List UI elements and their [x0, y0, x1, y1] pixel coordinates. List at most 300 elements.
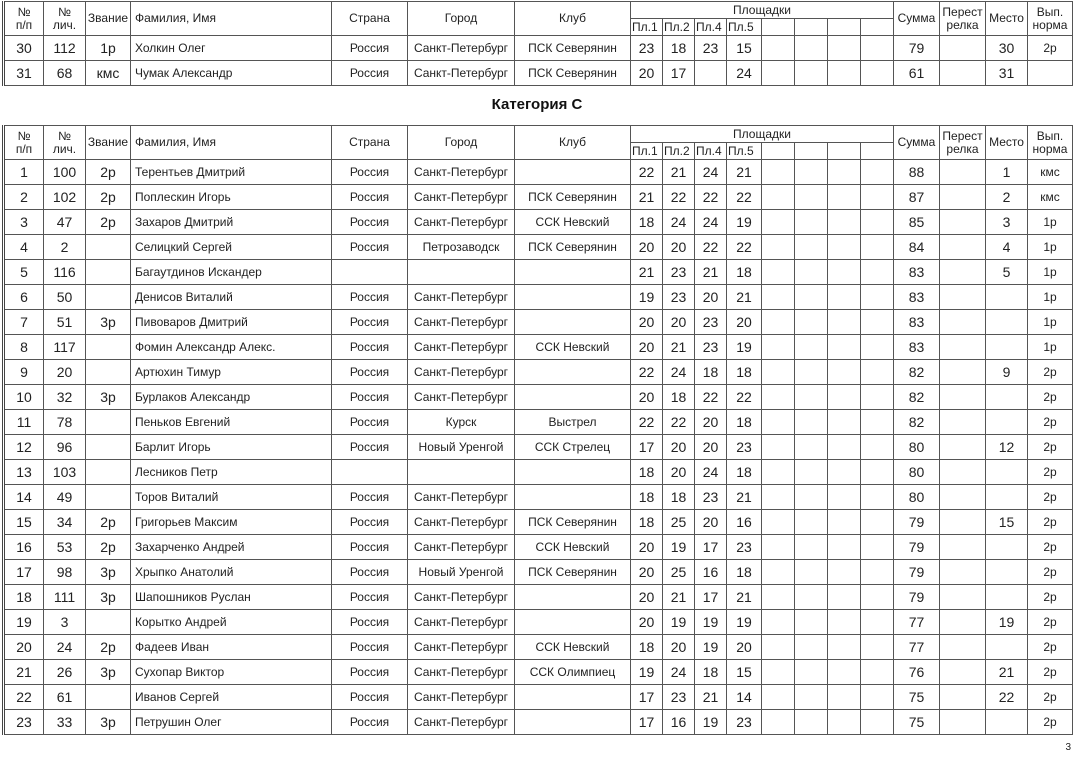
col-header-license: [44, 2, 86, 36]
cell-platform-score: [795, 335, 828, 360]
cell-platform-score: [861, 685, 894, 710]
cell-platform-score: 17: [695, 585, 727, 610]
cell-license: 116: [44, 260, 86, 285]
table-row: [4, 335, 1073, 360]
cell-platform-score: 17: [663, 61, 695, 86]
cell-club: ПСК Северянин: [515, 235, 631, 260]
cell-platform-score: [762, 61, 795, 86]
cell-platform-score: 15: [727, 660, 762, 685]
table-row: [4, 560, 1073, 585]
cell-platform-score: [795, 385, 828, 410]
cell-num: 16: [4, 535, 44, 560]
cell-platform-score: [762, 285, 795, 310]
cell-platform-score: 20: [663, 310, 695, 335]
cell-platform-score: 19: [695, 635, 727, 660]
cell-city: Санкт-Петербург: [408, 710, 515, 735]
cell-platform-score: 19: [727, 335, 762, 360]
cell-country: [332, 260, 408, 285]
cell-city: Санкт-Петербург: [408, 310, 515, 335]
cell-license: 111: [44, 585, 86, 610]
cell-city: Санкт-Петербург: [408, 61, 515, 86]
col-header-platform: Пл.2: [663, 143, 695, 160]
cell-platform-score: [762, 410, 795, 435]
cell-platform-score: 18: [695, 660, 727, 685]
cell-platform-score: [828, 560, 861, 585]
cell-club: [515, 710, 631, 735]
cell-platform-score: 20: [631, 61, 663, 86]
cell-platform-score: [762, 235, 795, 260]
cell-platform-score: 20: [631, 535, 663, 560]
cell-club: ПСК Северянин: [515, 36, 631, 61]
cell-sum: 79: [894, 36, 940, 61]
table-row: [4, 210, 1073, 235]
cell-shootoff: [940, 360, 986, 385]
cell-platform-score: 21: [663, 585, 695, 610]
cell-num: 22: [4, 685, 44, 710]
cell-platform-score: 22: [727, 235, 762, 260]
cell-norm: 2р: [1028, 36, 1073, 61]
cell-platform-score: [861, 535, 894, 560]
cell-city: Санкт-Петербург: [408, 160, 515, 185]
col-header-platform: [795, 143, 828, 160]
cell-rank: 3р: [86, 585, 131, 610]
cell-platform-score: 22: [663, 185, 695, 210]
col-header-norm-line1: Вып.: [1036, 4, 1064, 19]
table-row: [4, 310, 1073, 335]
cell-sum: 61: [894, 61, 940, 86]
cell-place: [986, 310, 1028, 335]
cell-name: Холкин Олег: [131, 36, 332, 61]
col-header-norm-line1: Вып.: [1036, 128, 1064, 143]
table-row: [4, 485, 1073, 510]
col-header-num-line1: №: [17, 4, 31, 19]
cell-num: 17: [4, 560, 44, 585]
cell-platform-score: 23: [695, 310, 727, 335]
cell-norm: 1р: [1028, 285, 1073, 310]
cell-norm: 2р: [1028, 610, 1073, 635]
cell-country: Россия: [332, 210, 408, 235]
cell-club: [515, 285, 631, 310]
cell-platform-score: 23: [631, 36, 663, 61]
header-row: [4, 126, 1073, 143]
cell-platform-score: [861, 485, 894, 510]
cell-name: Корытко Андрей: [131, 610, 332, 635]
cell-rank: 2р: [86, 160, 131, 185]
cell-place: 15: [986, 510, 1028, 535]
cell-platform-score: [795, 535, 828, 560]
cell-club: [515, 160, 631, 185]
cell-name: Захаров Дмитрий: [131, 210, 332, 235]
cell-shootoff: [940, 460, 986, 485]
cell-platform-score: 21: [663, 335, 695, 360]
col-header-norm-line2: норма: [1032, 17, 1068, 32]
cell-place: 2: [986, 185, 1028, 210]
cell-place: 21: [986, 660, 1028, 685]
col-header-club: Клуб: [515, 2, 631, 36]
col-header-sum: Сумма: [894, 2, 940, 36]
cell-city: [408, 460, 515, 485]
cell-shootoff: [940, 285, 986, 310]
col-header-platform: Пл.2: [663, 19, 695, 36]
cell-platform-score: [762, 210, 795, 235]
cell-platform-score: [861, 710, 894, 735]
cell-platform-score: [828, 460, 861, 485]
cell-platform-score: [795, 660, 828, 685]
col-header-platform: Пл.1: [631, 19, 663, 36]
col-header-club: Клуб: [515, 126, 631, 160]
col-header-num-line2: п/п: [15, 17, 33, 32]
cell-sum: 88: [894, 160, 940, 185]
cell-platform-score: [861, 635, 894, 660]
cell-platform-score: 18: [663, 485, 695, 510]
cell-platform-score: 20: [631, 335, 663, 360]
cell-rank: 1р: [86, 36, 131, 61]
cell-num: 23: [4, 710, 44, 735]
cell-platform-score: [828, 610, 861, 635]
cell-num: 12: [4, 435, 44, 460]
cell-norm: 2р: [1028, 685, 1073, 710]
cell-license: 51: [44, 310, 86, 335]
cell-platform-score: [828, 660, 861, 685]
col-header-sum: Сумма: [894, 126, 940, 160]
cell-shootoff: [940, 260, 986, 285]
cell-name: Шапошников Руслан: [131, 585, 332, 610]
cell-platform-score: [861, 235, 894, 260]
cell-name: Поплескин Игорь: [131, 185, 332, 210]
cell-shootoff: [940, 485, 986, 510]
cell-platform-score: 20: [631, 385, 663, 410]
cell-shootoff: [940, 36, 986, 61]
cell-license: 32: [44, 385, 86, 410]
cell-place: [986, 485, 1028, 510]
cell-place: 31: [986, 61, 1028, 86]
cell-platform-score: 23: [663, 260, 695, 285]
cell-platform-score: 20: [631, 560, 663, 585]
cell-platform-score: [795, 61, 828, 86]
cell-shootoff: [940, 585, 986, 610]
cell-num: 7: [4, 310, 44, 335]
cell-platform-score: 25: [663, 510, 695, 535]
cell-platform-score: [861, 610, 894, 635]
cell-platform-score: 18: [727, 460, 762, 485]
cell-platform-score: 18: [631, 210, 663, 235]
cell-club: ССК Стрелец: [515, 435, 631, 460]
page-number: 3: [1065, 742, 1071, 753]
cell-num: 15: [4, 510, 44, 535]
cell-num: 5: [4, 260, 44, 285]
cell-platform-score: 18: [631, 485, 663, 510]
cell-country: Россия: [332, 61, 408, 86]
cell-platform-score: [762, 310, 795, 335]
cell-city: Санкт-Петербург: [408, 360, 515, 385]
cell-country: Россия: [332, 610, 408, 635]
cell-name: Хрыпко Анатолий: [131, 560, 332, 585]
cell-country: Россия: [332, 285, 408, 310]
cell-platform-score: 23: [695, 36, 727, 61]
cell-place: [986, 285, 1028, 310]
cell-platform-score: 17: [695, 535, 727, 560]
cell-platform-score: [762, 635, 795, 660]
col-header-platform: [795, 19, 828, 36]
cell-place: 30: [986, 36, 1028, 61]
cell-club: [515, 385, 631, 410]
cell-platform-score: [695, 61, 727, 86]
cell-norm: 2р: [1028, 485, 1073, 510]
col-header-num-line2: п/п: [15, 141, 33, 156]
table-row: [4, 435, 1073, 460]
cell-shootoff: [940, 410, 986, 435]
cell-license: 47: [44, 210, 86, 235]
cell-platform-score: 21: [631, 185, 663, 210]
cell-platform-score: 21: [727, 585, 762, 610]
cell-club: Выстрел: [515, 410, 631, 435]
cell-license: 50: [44, 285, 86, 310]
cell-platform-score: 16: [695, 560, 727, 585]
cell-platform-score: [762, 535, 795, 560]
cell-license: 53: [44, 535, 86, 560]
col-header-license: [44, 126, 86, 160]
cell-platform-score: [762, 360, 795, 385]
cell-country: Россия: [332, 560, 408, 585]
table-row: [4, 460, 1073, 485]
cell-platform-score: [795, 210, 828, 235]
cell-place: [986, 335, 1028, 360]
cell-place: 5: [986, 260, 1028, 285]
table-row: [4, 410, 1073, 435]
cell-rank: [86, 285, 131, 310]
cell-club: [515, 610, 631, 635]
col-header-shootoff: [940, 2, 986, 36]
cell-norm: 2р: [1028, 460, 1073, 485]
cell-sum: 84: [894, 235, 940, 260]
cell-country: Россия: [332, 335, 408, 360]
cell-platform-score: 24: [663, 660, 695, 685]
cell-platform-score: [762, 610, 795, 635]
cell-platform-score: [762, 585, 795, 610]
cell-shootoff: [940, 610, 986, 635]
cell-norm: 2р: [1028, 635, 1073, 660]
cell-platform-score: [828, 710, 861, 735]
cell-sum: 82: [894, 385, 940, 410]
cell-place: [986, 460, 1028, 485]
col-header-shootoff-line2: релка: [946, 17, 979, 32]
cell-shootoff: [940, 510, 986, 535]
cell-sum: 77: [894, 610, 940, 635]
col-header-shootoff: [940, 126, 986, 160]
cell-place: [986, 710, 1028, 735]
cell-country: Россия: [332, 535, 408, 560]
cell-rank: 3р: [86, 660, 131, 685]
cell-platform-score: [795, 710, 828, 735]
col-header-platform: [762, 19, 795, 36]
table-row: [4, 610, 1073, 635]
cell-license: 78: [44, 410, 86, 435]
cell-rank: [86, 610, 131, 635]
cell-name: Пеньков Евгений: [131, 410, 332, 435]
cell-sum: 75: [894, 685, 940, 710]
cell-country: Россия: [332, 360, 408, 385]
cell-shootoff: [940, 235, 986, 260]
cell-platform-score: [828, 235, 861, 260]
cell-num: 11: [4, 410, 44, 435]
cell-num: 6: [4, 285, 44, 310]
cell-license: 102: [44, 185, 86, 210]
header-row: [4, 2, 1073, 19]
cell-name: Артюхин Тимур: [131, 360, 332, 385]
cell-num: 2: [4, 185, 44, 210]
cell-platform-score: [795, 685, 828, 710]
cell-shootoff: [940, 685, 986, 710]
cell-club: [515, 360, 631, 385]
col-header-license-line1: №: [58, 4, 71, 19]
cell-platform-score: 21: [695, 685, 727, 710]
cell-platform-score: 17: [631, 435, 663, 460]
cell-license: 34: [44, 510, 86, 535]
cell-platform-score: 20: [663, 235, 695, 260]
cell-place: [986, 635, 1028, 660]
cell-platform-score: [795, 160, 828, 185]
cell-club: ПСК Северянин: [515, 560, 631, 585]
cell-platform-score: [828, 410, 861, 435]
cell-platform-score: 18: [631, 510, 663, 535]
cell-license: 49: [44, 485, 86, 510]
cell-sum: 76: [894, 660, 940, 685]
cell-place: 22: [986, 685, 1028, 710]
cell-platform-score: [795, 36, 828, 61]
col-header-rank: Звание: [86, 2, 131, 36]
table-row: [4, 185, 1073, 210]
cell-club: [515, 485, 631, 510]
col-header-num-line1: №: [17, 128, 31, 143]
cell-platform-score: [795, 410, 828, 435]
cell-platform-score: [861, 61, 894, 86]
cell-norm: 2р: [1028, 560, 1073, 585]
cell-norm: кмс: [1028, 185, 1073, 210]
cell-platform-score: 20: [695, 285, 727, 310]
cell-city: Санкт-Петербург: [408, 385, 515, 410]
cell-name: Денисов Виталий: [131, 285, 332, 310]
cell-platform-score: 21: [727, 160, 762, 185]
cell-platform-score: 20: [631, 585, 663, 610]
cell-num: 9: [4, 360, 44, 385]
col-header-license-line2: лич.: [52, 17, 77, 32]
cell-platform-score: 19: [727, 210, 762, 235]
cell-platform-score: [861, 460, 894, 485]
cell-platform-score: 19: [631, 660, 663, 685]
cell-platform-score: 18: [727, 560, 762, 585]
cell-platform-score: [828, 210, 861, 235]
cell-license: 61: [44, 685, 86, 710]
cell-city: Санкт-Петербург: [408, 685, 515, 710]
cell-rank: [86, 260, 131, 285]
cell-sum: 77: [894, 635, 940, 660]
table-row: [4, 385, 1073, 410]
cell-sum: 82: [894, 360, 940, 385]
col-header-shootoff-line1: Перест: [942, 4, 983, 19]
col-header-name: Фамилия, Имя: [131, 2, 332, 36]
cell-rank: [86, 685, 131, 710]
cell-platform-score: 21: [695, 260, 727, 285]
cell-platform-score: [762, 685, 795, 710]
cell-country: Россия: [332, 410, 408, 435]
cell-name: Пивоваров Дмитрий: [131, 310, 332, 335]
cell-platform-score: 20: [695, 510, 727, 535]
cell-name: Иванов Сергей: [131, 685, 332, 710]
cell-platform-score: [762, 260, 795, 285]
cell-name: Петрушин Олег: [131, 710, 332, 735]
cell-platform-score: 23: [695, 335, 727, 360]
cell-sum: 83: [894, 260, 940, 285]
col-header-license-line1: №: [58, 128, 71, 143]
cell-platform-score: [828, 335, 861, 360]
cell-norm: кмс: [1028, 160, 1073, 185]
cell-platform-score: 21: [631, 260, 663, 285]
cell-shootoff: [940, 435, 986, 460]
cell-platform-score: [861, 335, 894, 360]
table-row: [4, 510, 1073, 535]
cell-platform-score: 14: [727, 685, 762, 710]
cell-norm: 1р: [1028, 260, 1073, 285]
cell-platform-score: [762, 460, 795, 485]
cell-country: Россия: [332, 160, 408, 185]
table-row: [4, 235, 1073, 260]
cell-platform-score: 22: [695, 385, 727, 410]
cell-platform-score: [795, 585, 828, 610]
cell-country: [332, 460, 408, 485]
cell-country: Россия: [332, 510, 408, 535]
cell-platform-score: 21: [727, 285, 762, 310]
cell-sum: 83: [894, 310, 940, 335]
col-header-country: Страна: [332, 2, 408, 36]
cell-platform-score: 20: [727, 635, 762, 660]
cell-shootoff: [940, 535, 986, 560]
cell-platform-score: [828, 385, 861, 410]
cell-platform-score: [828, 485, 861, 510]
cell-rank: [86, 485, 131, 510]
cell-platform-score: [762, 660, 795, 685]
cell-platform-score: [861, 260, 894, 285]
cell-city: Санкт-Петербург: [408, 210, 515, 235]
cell-club: ССК Невский: [515, 210, 631, 235]
cell-platform-score: [795, 635, 828, 660]
cell-platform-score: 20: [631, 310, 663, 335]
cell-sum: 75: [894, 710, 940, 735]
cell-club: [515, 585, 631, 610]
cell-platform-score: [861, 510, 894, 535]
cell-norm: 2р: [1028, 585, 1073, 610]
cell-name: Захарченко Андрей: [131, 535, 332, 560]
cell-platform-score: 20: [695, 435, 727, 460]
cell-platform-score: 23: [695, 485, 727, 510]
cell-country: Россия: [332, 435, 408, 460]
cell-norm: 1р: [1028, 310, 1073, 335]
cell-platform-score: [861, 310, 894, 335]
cell-rank: [86, 460, 131, 485]
col-header-norm: [1028, 2, 1073, 36]
cell-city: Санкт-Петербург: [408, 485, 515, 510]
cell-place: 3: [986, 210, 1028, 235]
cell-platform-score: 24: [663, 360, 695, 385]
cell-shootoff: [940, 185, 986, 210]
cell-rank: 2р: [86, 535, 131, 560]
cell-platform-score: 20: [631, 235, 663, 260]
cell-norm: 2р: [1028, 360, 1073, 385]
cell-rank: 2р: [86, 635, 131, 660]
col-header-platform: [861, 143, 894, 160]
cell-norm: [1028, 61, 1073, 86]
cell-place: 1: [986, 160, 1028, 185]
col-header-city: Город: [408, 126, 515, 160]
